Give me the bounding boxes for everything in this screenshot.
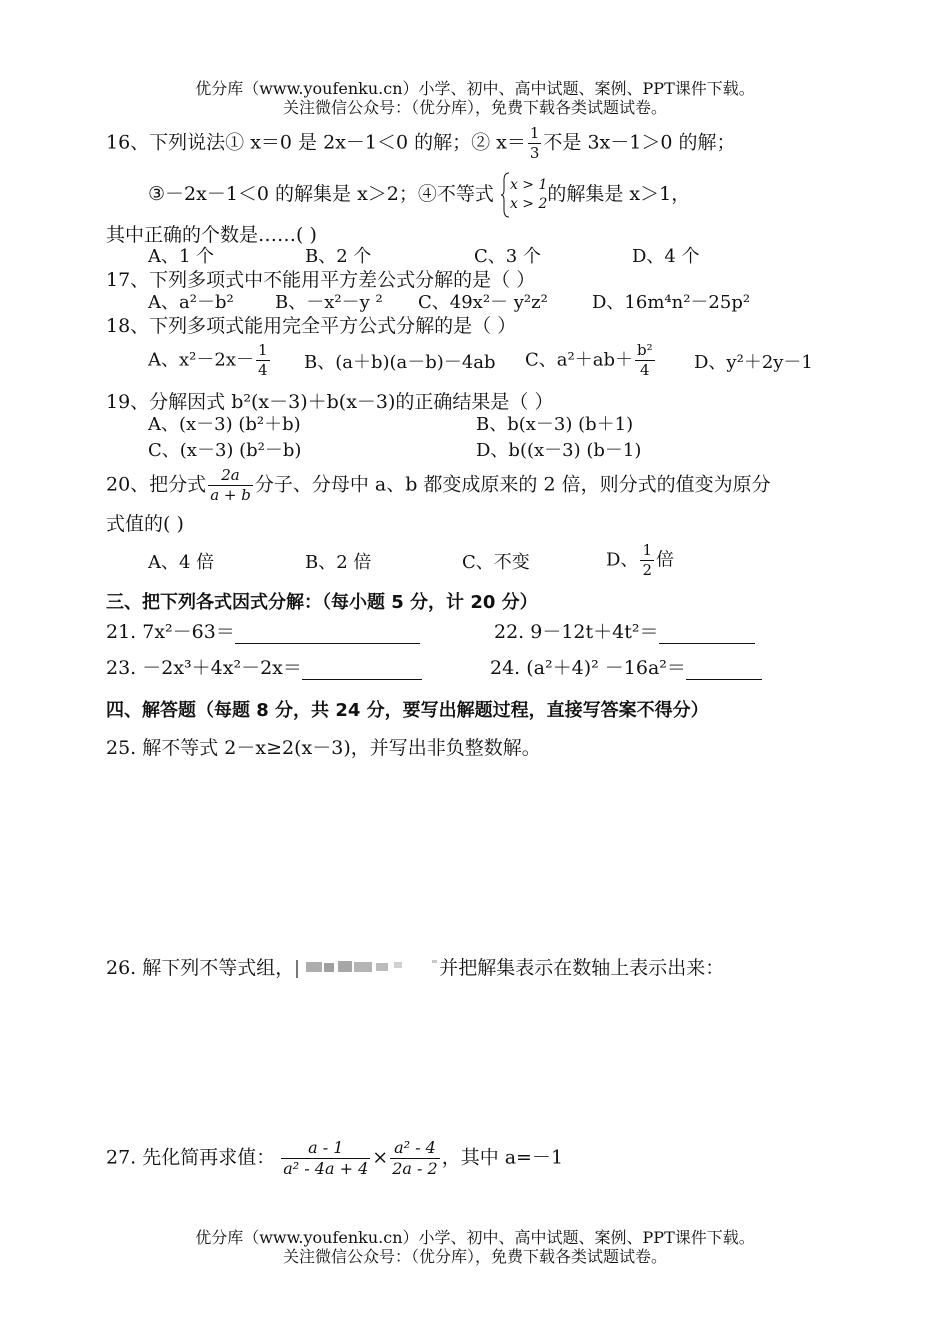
left-brace-icon — [500, 172, 510, 218]
q19-option-b: B、b(x－3) (b＋1) — [476, 414, 634, 435]
fraction-a-minus-1: $\frac{a - 1}{\text{a² - 4a + 4}}$ — [283, 1138, 369, 1178]
q16-text-a: 16、下列说法① x＝0 是 2x－1＜0 的解；② x＝ — [106, 131, 526, 154]
q19-option-a: A、(x－3) (b²＋b) — [148, 414, 301, 435]
inequality-system: x > 1 x > 2 — [509, 177, 548, 212]
footer-line-2: 关注微信公众号：（优分库），免费下载各类试题试卷。 — [282, 1247, 667, 1266]
question-16-line-2 — [148, 172, 690, 218]
q18-option-d: D、y²＋2y－1 — [694, 352, 813, 373]
q17-option-b: B、－x²－y ² — [275, 292, 383, 313]
q20-option-a: A、4 倍 — [148, 552, 215, 573]
answer-blank-21[interactable] — [235, 625, 420, 644]
question-16-line-1 — [106, 126, 735, 161]
fraction-one-half: $\frac{1}{2}$ — [642, 541, 652, 579]
q16-option-a: A、1 个 — [148, 246, 215, 267]
q20-option-b: B、2 倍 — [305, 552, 372, 573]
question-17-stem: 17、下列多项式中不能用平方差公式分解的是（ ） — [106, 269, 536, 291]
answer-blank-23[interactable] — [302, 661, 422, 680]
question-19-stem: 19、分解因式 b²(x－3)＋b(x－3)的正确结果是（ ） — [106, 391, 554, 413]
question-23: 23. －2x³＋4x²－2x＝ — [106, 656, 422, 680]
q17-option-d: D、16m⁴n²－25p² — [592, 292, 751, 313]
question-16-line-3: 其中正确的个数是……( ) — [106, 224, 317, 246]
q17-option-c: C、49x²－ y²z² — [418, 292, 548, 313]
question-20-line-2: 式值的( ) — [106, 513, 184, 535]
header-line-1: 优分库（www.youfenku.cn）小学、初中、高中试题、案例、PPT课件下载。 — [195, 79, 755, 98]
q18-option-a: A、x²－2x－ $\frac{1}{4}$ — [148, 341, 268, 379]
question-18-stem: 18、下列多项式能用完全平方公式分解的是（ ） — [106, 315, 517, 337]
q18-option-b: B、(a＋b)(a－b)－4ab — [304, 352, 496, 373]
q16-option-c: C、3 个 — [474, 246, 541, 267]
fraction-one-third: $\frac{1}{3}$ — [529, 124, 540, 162]
fraction-one-quarter: $\frac{1}{4}$ — [257, 341, 268, 379]
fraction-a-squared-minus-4: $\frac{\text{a² - 4}}{2a - 2}$ — [392, 1138, 438, 1178]
q20-option-c: C、不变 — [462, 552, 530, 573]
q16-text-b: 不是 3x－1＞0 的解； — [543, 131, 736, 154]
q16-option-d: D、4 个 — [632, 246, 700, 267]
fraction-b-squared-quarter: $\frac{\text{b²}}{4}$ — [636, 341, 653, 379]
question-21: 21. 7x²－63＝ — [106, 620, 420, 644]
answer-blank-24[interactable] — [686, 661, 762, 680]
section-3-heading: 三、把下列各式因式分解：（每小题 5 分，计 20 分） — [106, 592, 538, 613]
section-4-heading: 四、解答题（每题 8 分，共 24 分，要写出解题过程，直接写答案不得分） — [106, 700, 709, 721]
q17-option-a: A、a²－b² — [148, 292, 234, 313]
q20-option-d: D、 $\frac{1}{2}$ 倍 — [606, 541, 674, 579]
question-25: 25. 解不等式 2－x≥2(x－3)，并写出非负整数解。 — [106, 737, 541, 759]
footer-line-1: 优分库（www.youfenku.cn）小学、初中、高中试题、案例、PPT课件下载。 — [195, 1228, 755, 1247]
fraction-2a-over-a-plus-b: $\frac{2a}{a + b}$ — [210, 466, 251, 504]
question-27: 27. 先化简再求值： $\frac{a - 1}{\text{a² - 4a + 4}}$ × $\frac{\text{a² - 4}}{2a - 2}$ ，其中 a=－1 — [106, 1138, 564, 1178]
header-line-2: 关注微信公众号：（优分库），免费下载各类试题试卷。 — [282, 98, 667, 117]
question-20-line-1: 20、把分式 $\frac{2a}{a + b}$ 分子、分母中 a、b 都变成原来的 2 倍，则分式的值变为原分 — [106, 466, 771, 504]
question-24: 24. (a²＋4)² －16a²＝ — [490, 656, 762, 680]
q16-option-b: B、2 个 — [305, 246, 372, 267]
answer-blank-22[interactable] — [659, 625, 755, 644]
q16-text-d: 的解集是 x＞1， — [547, 183, 691, 205]
q19-option-d: D、b((x－3) (b－1) — [476, 440, 642, 461]
q16-text-c: ③－2x－1＜0 的解集是 x＞2；④不等式 — [148, 183, 494, 205]
question-26: 26. 解下列不等式组， 并把解集表示在数轴上表示出来： — [106, 957, 725, 979]
q19-option-c: C、(x－3) (b²－b) — [148, 440, 302, 461]
q18-option-c: C、a²＋ab＋ $\frac{\text{b²}}{4}$ — [525, 341, 653, 379]
garbled-inequality-image — [294, 957, 439, 981]
question-22: 22. 9－12t＋4t²＝ — [494, 620, 755, 644]
times-sign: × — [372, 1146, 389, 1169]
